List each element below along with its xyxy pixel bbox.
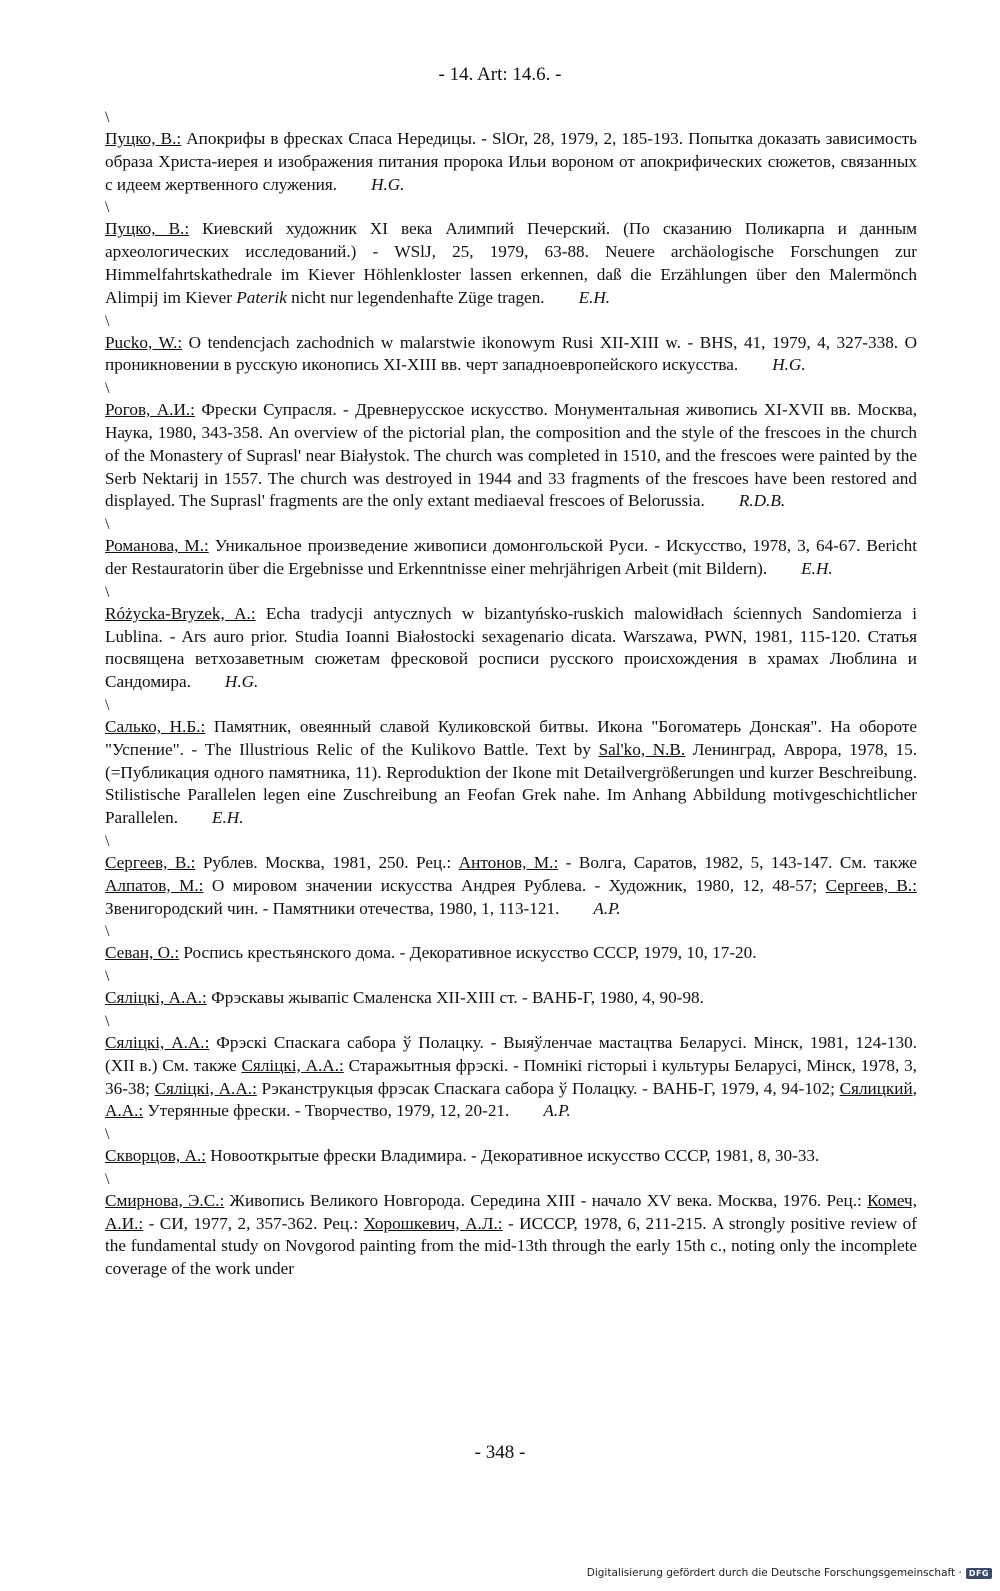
entry-text: Старажытныя фрэскі. - Помнікі гісторыі і культуры Беларусі, Мінск, 1978, 3, 36-38; [105,1055,917,1098]
entry-author: Романова, М.: [105,536,209,556]
entry-author: Сяліцкі, А.А.: [105,1032,210,1052]
entry-text: О мировом значении искусства Андрея Рублева. - Художник, 1980, 12, 48-57; [203,875,826,895]
entry-separator: \ [105,832,110,850]
entry-author: Рогов, А.И.: [105,400,195,420]
reviewer-initials: E.H. [212,808,244,828]
entry-separator: \ [105,923,110,941]
entry-italic: Paterik [236,287,287,307]
bibliography-entry [105,108,917,196]
entry-separator: \ [105,109,110,126]
bibliography-entries [105,106,917,1281]
entry-separator: \ [105,1170,110,1188]
entry-separator: \ [105,199,110,217]
digitization-footer [587,1567,992,1579]
reviewer-initials: H.G. [371,174,405,194]
bibliography-entry [105,832,917,920]
dfg-logo: DFG [966,1568,992,1579]
bibliography-entry [105,379,917,513]
reviewer-initials: R.D.B. [738,491,786,511]
bibliography-entry [105,922,917,965]
bibliography-entry [105,1012,917,1123]
entry-separator: \ [105,516,110,534]
entry-text: - Волга, Саратов, 1982, 5, 143-147. См. также [558,852,917,872]
bibliography-entry [105,515,917,581]
entry-text: O tendencjach zachodnich w malarstwie ikonowym Rusi XII-XIII w. - BHS, 41, 1979, 4, 327-338. О проникновении в русскую иконопись XI-XIII вв. черт западноевропейского искусства. [105,332,918,375]
cross-ref-author: Сяліцкі, А.А.: [241,1055,344,1075]
cross-ref-author: Сяліцкі, А.А.: [154,1078,257,1098]
entry-text: nicht nur legendenhafte Züge tragen. [286,287,545,307]
entry-separator: \ [105,696,110,714]
entry-author: Севан, О.: [105,943,180,963]
entry-author: Pucko, W.: [105,332,183,352]
entry-separator: \ [105,380,110,398]
cross-ref-author: Антонов, М.: [458,852,559,872]
cross-ref-author: Хорошкевич, А.Л.: [363,1213,503,1233]
entry-text: Живопись Великого Новгорода. Середина XIII - начало XV века. Москва, 1976. Рец.: [224,1190,868,1210]
footer-text: Digitalisierung gefördert durch die Deutsche Forschungsgemeinschaft · [586,1567,962,1579]
entry-text: - СИ, 1977, 2, 357-362. Рец.: [143,1213,364,1233]
page-number: - 348 - [474,1442,526,1463]
entry-text: Рублев. Москва, 1981, 250. Рец.: [195,852,459,872]
entry-text: - ИССCР, 1978, 6, 211-215. A strongly positive review of the fundamental study on Novgorod painting from the mid-13th through the early 15th c., noting only the incomplete coverage of the work under [105,1213,917,1279]
cross-ref-author: Сялицкий, А.А.: [105,1078,917,1121]
entry-separator: \ [105,1012,110,1030]
entry-text: Echa tradycji antycznych w bizantyńsko-ruskich malowidłach ściennych Sandomierza i Lublina. - Ars auro prior. Studia Ioanni Białostocki sexagenario dicata. Warszawa, PWN, 1981, 115-120. Статья посвящена ветхозаветным сюжетам фресковой росписи русского происхождения в храмах Люблина и Сандомира. [105,603,917,692]
entry-text: Фрэскі Спаскага сабора ў Полацку. - Выяўленчае мастацтва Беларусі. Мінск, 1981, 124-130. (XII в.) См. также [105,1032,917,1075]
bibliography-entry [105,967,917,1010]
cross-ref-author: Sal'ko, N.B. [598,739,686,759]
reviewer-initials: E.H. [801,558,833,578]
entry-text: Фрэскавы жывапіс Смаленска XII-XIII ст. - ВАНБ-Г, 1980, 4, 90-98. [206,988,704,1008]
entry-text: Утерянные фрески. - Творчество, 1979, 12, 20-21. [143,1101,510,1121]
entry-text: Памятник, овеянный славой Куликовской битвы. Икона "Богоматерь Донская". На обороте "Успение". - The Illustrious Relic of the Kulikovo Battle. Text by [105,716,918,759]
entry-author: Różycka-Bryzek, A.: [105,603,256,623]
cross-ref-author: Сергеев, В.: [825,875,917,895]
entry-text: Киевский художник XI века Алимпий Печерский. (По сказанию Поликарпа и данным археологических исследований.) - WSlJ, 25, 1979, 63-88. Neuere archäologische Forschungen zur Himmelfahrtskathedrale im Kiever Höhlenkloster lassen erkennen, daß die Erzählungen über den Malermönch Alimpij im Kiever [105,219,917,307]
entry-text: Ленинград, Аврора, 1978, 15. (=Публикация одного памятника, 11). Reproduktion der Ikone mit Detailvergrößerungen und kurzer Beschreibung. Stilistische Parallelen legen eine Zuschreibung an Feofan Grek nahe. Im Anhang Abbildung motivgeschichtlicher Parallelen. [105,739,918,828]
running-header: - 14. Art: 14.6. - [438,64,562,85]
bibliography-entry [105,312,917,378]
reviewer-initials: A.P. [543,1101,571,1121]
entry-separator: \ [105,1126,110,1144]
cross-ref-author: Алпатов, М.: [105,875,204,895]
reviewer-initials: H.G. [772,355,806,375]
entry-text: Роспись крестьянского дома. - Декоративное искусство СССР, 1979, 10, 17-20. [179,943,757,963]
bibliography-entry [105,1125,917,1168]
reviewer-initials: H.G. [224,672,259,692]
entry-author: Пуцко, В.: [105,219,190,239]
bibliography-entry [105,583,917,694]
entry-separator: \ [105,312,110,330]
reviewer-initials: A.P. [593,898,621,918]
entry-separator: \ [105,583,110,601]
entry-text: Звенигородский чин. - Памятники отечества, 1980, 1, 113-121. [105,898,560,918]
cross-ref-author: Комеч, А.И.: [105,1190,917,1233]
entry-text: Фрески Супрасля. - Древнерусское искусство. Монументальная живопись XI-XVII вв. Москва, Наука, 1980, 343-358. An overview of the pictorial plan, the composition and the style of the frescoes in the church of the Monastery of Suprasl' near Białystok. The church was completed in 1510, and the frescoes were painted by the Serb Nektarij in 1557. The church was destroyed in 1944 and 33 fragments of the frescoes have been restored and displayed. The Suprasl' fragments are the only extant mediaeval frescoes of Belorussia. [105,400,917,511]
entry-author: Пуцко, В.: [105,129,182,148]
entry-text: Рэканструкцыя фрэсак Спаскага сабора ў Полацку. - ВАНБ-Г, 1979, 4, 94-102; [256,1078,840,1098]
reviewer-initials: E.H. [578,287,611,307]
entry-author: Сяліцкі, А.А.: [105,988,207,1008]
entry-author: Сергеев, В.: [105,852,196,872]
entry-author: Скворцов, А.: [105,1146,206,1166]
entry-separator: \ [105,968,110,986]
entry-author: Салько, Н.Б.: [105,716,206,736]
bibliography-entry [105,198,917,309]
entry-text: Новооткрытые фрески Владимира. - Декоративное искусство СССР, 1981, 8, 30-33. [206,1146,820,1166]
bibliography-entry [105,1170,917,1281]
entry-text: Уникальное произведение живописи домонгольской Руси. - Искусство, 1978, 3, 64-67. Bericht der Restauratorin über die Ergebnisse und Erkenntnisse einer mehrjährigen Arbeit (mit Bildern). [105,536,918,578]
entry-text: Апокрифы в фресках Спаса Нередицы. - SlOr, 28, 1979, 2, 185-193. Попытка доказать зависимость образа Христа-иерея и изображения питания пророка Ильи вороном от апокрифических сюжетов, связанных с идеем жертвенного служения. [105,129,918,194]
bibliography-entry [105,696,917,830]
entry-author: Смирнова, Э.С.: [105,1190,225,1210]
